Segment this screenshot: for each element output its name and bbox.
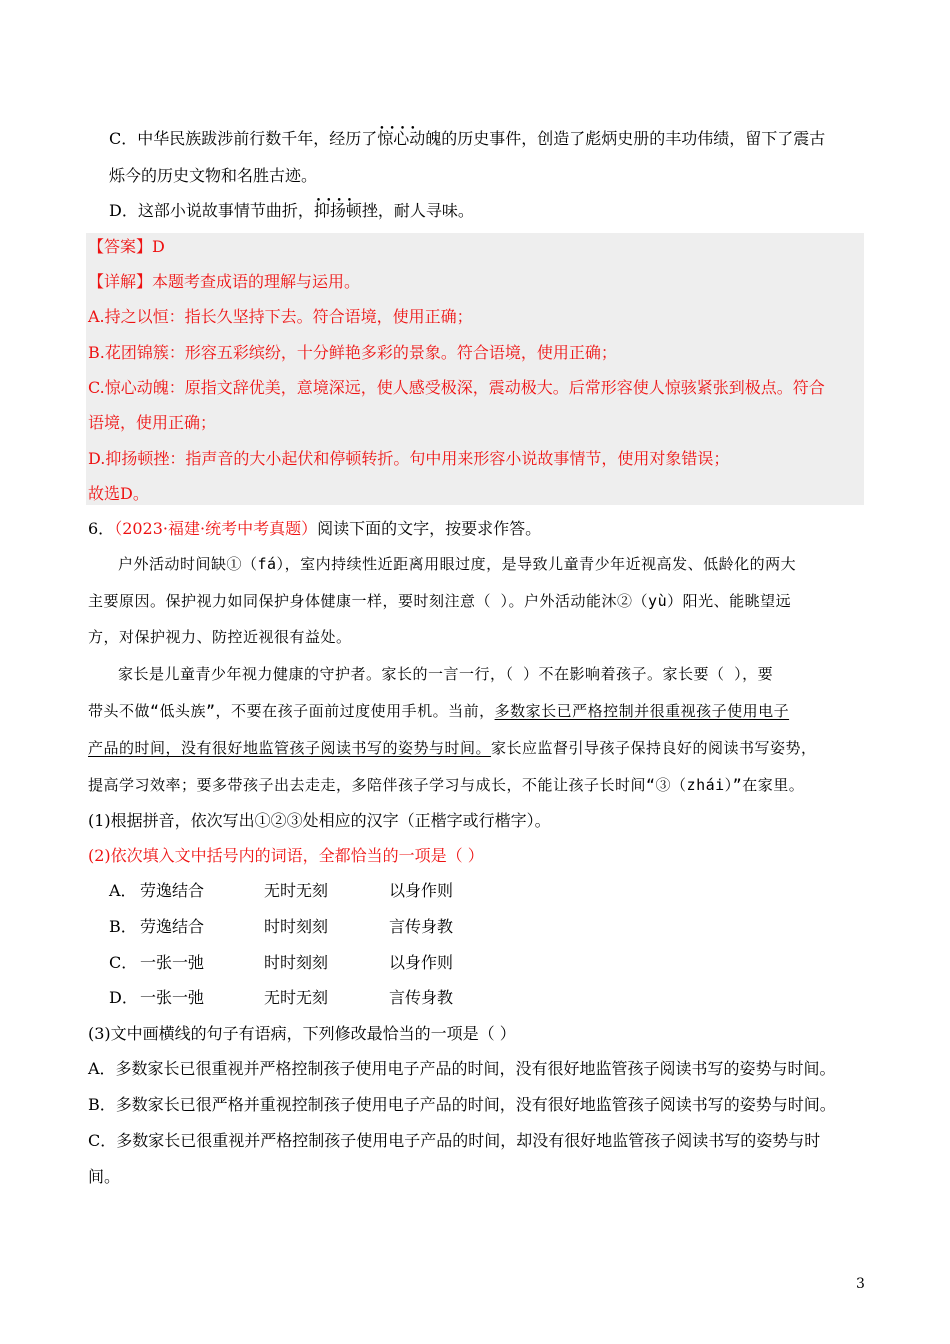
sub-question-3: (3)文中画横线的句子有语病，下列修改最恰当的一项是（ ） — [88, 1024, 516, 1043]
sub-question-3-option-c-line2: 间。 — [88, 1167, 121, 1186]
passage-p2-line4: 提高学习效率；要多带孩子出去走走，多陪伴孩子学习与成长，不能让孩子长时间“③（zhái）”在家里。 — [88, 776, 805, 794]
sub-question-3-option-c-line1: C．多数家长已很重视并严格控制孩子使用电子产品的时间，却没有很好地监管孩子阅读书写的姿势与时 — [88, 1131, 821, 1150]
page-number: 3 — [856, 1276, 865, 1292]
explanation-d: D.抑扬顿挫：指声音的大小起伏和停顿转折。句中用来形容小说故事情节，使用对象错误； — [88, 449, 730, 468]
emphasized-idiom: •••• 抑扬顿挫 — [314, 199, 378, 223]
passage-p2-line3: 产品的时间，没有很好地监管孩子阅读书写的姿势与时间。家长应监督引导孩子保持良好的阅读书写姿势， — [88, 739, 817, 757]
passage-p1-line1: 户外活动时间缺①（fá），室内持续性近距离用眼过度，是导致儿童青少年近视高发、低龄化的两大 — [118, 555, 797, 573]
explanation-c-line1: C.惊心动魄：原指文辞优美，意境深远，使人感受极深，震动极大。后常形容使人惊骇紧张到极点。符合 — [88, 378, 825, 397]
underlined-sentence: 多数家长已严格控制并很重视孩子使用电子 — [494, 702, 790, 720]
answer-line: 【答案】D — [88, 237, 165, 256]
question-instruction: 阅读下面的文字，按要求作答。 — [317, 519, 542, 538]
passage-p1-line3: 方，对保护视力、防控近视很有益处。 — [88, 628, 352, 646]
sub-question-2: (2)依次填入文中括号内的词语，全都恰当的一项是（ ） — [88, 846, 484, 865]
question-number: 6． — [88, 519, 115, 538]
sub-question-1: (1)根据拼音，依次写出①②③处相应的汉字（正楷字或行楷字）。 — [88, 811, 551, 830]
q5-option-d: D．这部小说故事情节曲折，•••• 抑扬顿挫，耐人寻味。 — [109, 199, 474, 223]
sub-question-3-option-b: B．多数家长已很严格并重视控制孩子使用电子产品的时间，没有很好地监管孩子阅读书写的姿势与时间。 — [88, 1095, 836, 1114]
passage-p1-line2: 主要原因。保护视力如同保护身体健康一样，要时刻注意（ ）。户外活动能沐②（yù）阳光、能眺望远 — [88, 592, 792, 610]
q5-option-c-line2: 烁今的历史文物和名胜古迹。 — [109, 166, 318, 185]
detail-line: 【详解】本题考查成语的理解与运用。 — [88, 272, 361, 291]
explanation-a: A.持之以恒：指长久坚持下去。符合语境，使用正确； — [88, 307, 473, 326]
passage-p2-line1: 家长是儿童青少年视力健康的守护者。家长的一言一行，（ ）不在影响着孩子。家长要（ ），要 — [118, 665, 774, 683]
emphasized-idiom: •••• 惊心动魄 — [377, 127, 441, 151]
passage-p2-line2: 带头不做“低头族”，不要在孩子面前过度使用手机。当前，多数家长已严格控制并很重视孩子使用电子 — [88, 702, 790, 720]
explanation-b: B.花团锦簇：形容五彩缤纷，十分鲜艳多彩的景象。符合语境，使用正确； — [88, 343, 617, 362]
question-source: （2023·福建·统考中考真题） — [114, 519, 318, 538]
q6-header — [88, 517, 541, 541]
sub-question-3-option-a: A．多数家长已很重视并严格控制孩子使用电子产品的时间，没有很好地监管孩子阅读书写的姿势与时间。 — [88, 1059, 836, 1078]
explanation-c-line2: 语境，使用正确； — [88, 413, 217, 432]
underlined-sentence: 产品的时间，没有很好地监管孩子阅读书写的姿势与时间。 — [88, 739, 492, 757]
q5-option-c-line1: C．中华民族跋涉前行数千年，经历了•••• 惊心动魄的历史事件，创造了彪炳史册的丰功伟绩，留下了震古 — [109, 127, 825, 151]
conclusion: 故选D。 — [88, 484, 149, 503]
